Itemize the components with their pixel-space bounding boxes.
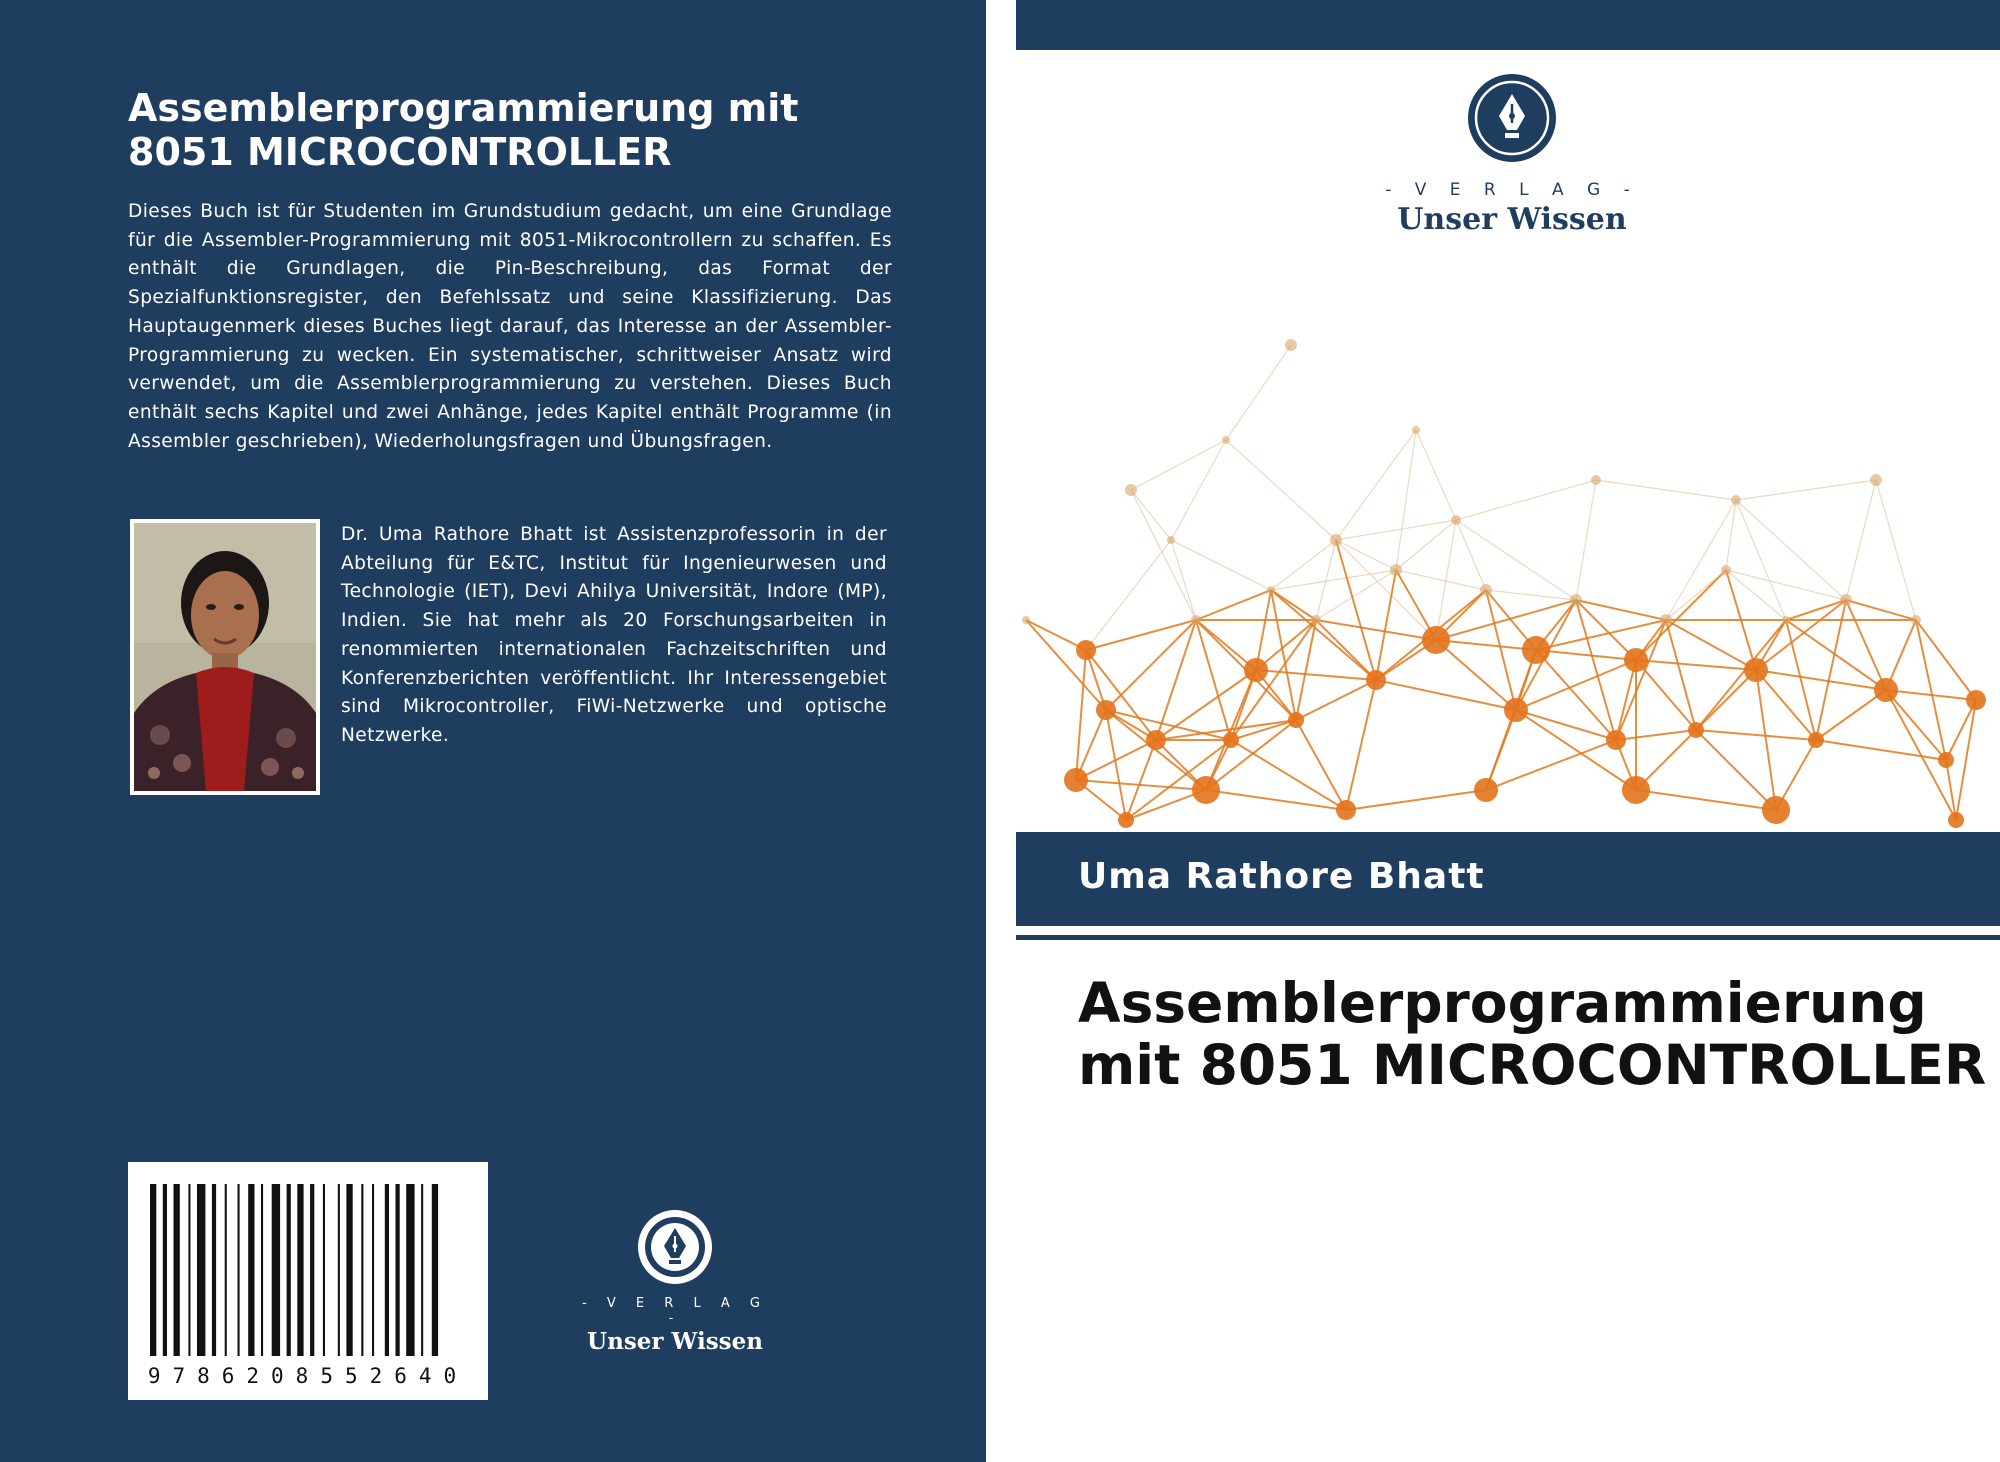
network-edge [1846, 600, 1916, 620]
network-edge [1171, 540, 1196, 620]
network-edge [1086, 620, 1196, 650]
network-edge [1636, 790, 1776, 810]
network-edge [1396, 570, 1486, 590]
author-band [1016, 832, 2000, 926]
network-edge [1486, 740, 1616, 790]
network-edge [1516, 710, 1636, 790]
network-node [1606, 730, 1626, 750]
network-edge [1271, 590, 1376, 680]
network-edge [1336, 520, 1456, 540]
network-edge [1226, 440, 1336, 540]
network-edge [1231, 720, 1296, 740]
network-edge [1416, 430, 1456, 520]
network-node [1285, 339, 1297, 351]
network-edge [1726, 500, 1736, 570]
network-node [1336, 800, 1356, 820]
network-node [1118, 812, 1134, 828]
barcode-bar [297, 1184, 303, 1356]
network-node [1167, 536, 1175, 544]
network-edge [1696, 670, 1756, 730]
network-graph-illustration [1016, 320, 2000, 832]
barcode-bar [238, 1184, 240, 1356]
network-edge [1226, 345, 1291, 440]
barcode-bar [421, 1184, 423, 1356]
network-node [1570, 594, 1582, 606]
network-node [1390, 564, 1402, 576]
network-node [1366, 670, 1386, 690]
network-node [1330, 534, 1342, 546]
network-edge [1026, 620, 1086, 650]
network-node [1966, 690, 1986, 710]
network-edge [1196, 590, 1271, 620]
network-node [1808, 732, 1824, 748]
network-edge [1846, 480, 1876, 600]
author-portrait-image [134, 523, 316, 791]
front-publisher-logo [1362, 72, 1662, 237]
barcode-bar [163, 1184, 167, 1356]
network-edge [1156, 620, 1196, 740]
barcode-bar [150, 1184, 156, 1356]
back-cover-title: Assemblerprogrammierung mit 8051 MICROCONTROLLER [128, 86, 799, 174]
network-edge [1106, 620, 1196, 710]
network-node [1311, 615, 1321, 625]
network-edge [1576, 600, 1666, 620]
network-node [1744, 658, 1768, 682]
network-node [1731, 495, 1741, 505]
network-node [1244, 658, 1268, 682]
network-node [1288, 712, 1304, 728]
network-edge [1636, 660, 1756, 670]
network-node [1721, 565, 1731, 575]
network-edge [1456, 520, 1576, 600]
network-node [1874, 678, 1898, 702]
network-edge [1026, 620, 1106, 710]
network-node [1125, 484, 1137, 496]
spine-gap [986, 0, 1016, 1462]
network-edge [1396, 430, 1416, 570]
network-edge [1296, 720, 1346, 810]
network-node [1222, 436, 1230, 444]
barcode-number: 9786208552640 [147, 1364, 469, 1388]
network-edge [1336, 430, 1416, 540]
divider-rule [1016, 935, 2000, 940]
network-edge [1876, 480, 1916, 620]
pen-nib-seal-icon [636, 1208, 714, 1286]
network-edge [1346, 790, 1486, 810]
network-edge [1736, 500, 1786, 620]
network-node [1688, 722, 1704, 738]
book-title: Assemblerprogrammierung mit 8051 MICROCONTROLLER [1078, 971, 1987, 1097]
network-edge [1886, 690, 1946, 760]
network-edge [1576, 480, 1596, 600]
barcode-bar [323, 1184, 325, 1356]
network-node [1064, 768, 1088, 792]
network-edge [1816, 690, 1886, 740]
network-edge [1436, 640, 1516, 710]
back-publisher-logo [580, 1208, 770, 1355]
verlag-label: - V E R L A G - [582, 1296, 768, 1326]
network-edge [1296, 680, 1376, 720]
network-edge [1516, 710, 1616, 740]
network-node [1076, 640, 1096, 660]
network-node [1022, 616, 1030, 624]
network-node [1840, 594, 1852, 606]
barcode-bar [385, 1184, 389, 1356]
barcode-bar [248, 1184, 254, 1356]
barcode-bar [197, 1184, 205, 1356]
network-edge [1596, 480, 1736, 500]
network-node [1762, 796, 1790, 824]
network-edge [1131, 490, 1171, 540]
back-cover [0, 0, 986, 1462]
network-node [1267, 586, 1275, 594]
barcode-bar [432, 1184, 438, 1356]
barcode-bar [372, 1184, 374, 1356]
barcode-bar [272, 1184, 280, 1356]
network-edge [1696, 730, 1816, 740]
network-edge [1376, 570, 1396, 680]
network-edge [1106, 710, 1126, 820]
network-edge [1696, 730, 1776, 810]
network-edge [1171, 540, 1271, 590]
network-node [1451, 515, 1461, 525]
network-node [1522, 636, 1550, 664]
network-node [1660, 614, 1672, 626]
network-edge [1736, 480, 1876, 500]
publisher-name: Unser Wissen [587, 1328, 763, 1355]
network-edge [1086, 540, 1171, 650]
network-node [1412, 426, 1420, 434]
network-edge [1456, 480, 1596, 520]
network-node [1422, 626, 1450, 654]
network-node [1591, 475, 1601, 485]
barcode-bar [406, 1184, 414, 1356]
network-node [1938, 752, 1954, 768]
network-edge [1131, 490, 1196, 620]
barcode-bar [174, 1184, 180, 1356]
verlag-label: - V E R L A G - [1385, 180, 1639, 200]
barcode-bar [261, 1184, 263, 1356]
network-edge [1696, 620, 1786, 730]
barcode-bar [346, 1184, 352, 1356]
network-edge [1616, 730, 1696, 740]
network-edge [1231, 740, 1346, 810]
front-top-bar [1016, 0, 2000, 50]
network-edge [1346, 680, 1376, 810]
author-name: Uma Rathore Bhatt [1078, 856, 1485, 897]
network-edge [1666, 500, 1736, 620]
author-biography: Dr. Uma Rathore Bhatt ist Assistenzprofessorin in der Abteilung für E&TC, Institut für Ingenieurwesen und Technologie (IET), Devi Ahilya Universität, Indore (MP), Indien. Sie hat mehr als 20 Forschungsarbeiten in renommierten internationalen Fachzeitschriften und Konferenzberichten veröffentlicht. Ihr Interessengebiet sind Mikrocontroller, FiWi-Netzwerke und optische Netzwerke. [341, 524, 887, 746]
network-edge [1376, 680, 1516, 710]
network-edge [1396, 520, 1456, 570]
network-node [1622, 776, 1650, 804]
network-edge [1666, 570, 1726, 620]
network-node [1146, 730, 1166, 750]
network-edge [1336, 540, 1396, 570]
barcode-bar [396, 1184, 400, 1356]
network-node [1223, 732, 1239, 748]
network-node [1480, 584, 1492, 596]
network-edge [1786, 600, 1846, 620]
network-edge [1536, 650, 1636, 660]
network-edge [1271, 570, 1396, 590]
network-node [1096, 700, 1116, 720]
network-edge [1206, 790, 1346, 810]
barcode-bar [188, 1184, 190, 1356]
pen-nib-logo-icon [1466, 72, 1558, 164]
network-node [1782, 616, 1790, 624]
publisher-name: Unser Wissen [1397, 202, 1627, 237]
barcode-bar [338, 1184, 340, 1356]
barcode-bar [361, 1184, 363, 1356]
network-edge [1516, 660, 1636, 710]
network-edge [1271, 540, 1336, 590]
network-node [1870, 474, 1882, 486]
network-edge [1756, 670, 1886, 690]
network-edge [1816, 740, 1946, 760]
author-photo [130, 519, 320, 795]
network-node [1504, 698, 1528, 722]
network-node [1624, 648, 1648, 672]
book-description: Dieses Buch ist für Studenten im Grundstudium gedacht, um eine Grundlage für die Assembler-Programmierung mit 8051-Mikrocontrollern zu schaffen. Es enthält die Grundlagen, die Pin-Beschreibung, das Format der Spezialfunktionsregister, den Befehlssatz und seine Klassifizierung. Das Hauptaugenmerk dieses Buches liegt darauf, das Interesse an der Assembler-Programmierung zu wecken. Ein systematischer, schrittweiser Ansatz wird verwendet, um die Assemblerprogrammierung zu verstehen. Dieses Buch enthält sechs Kapitel und zwei Anhänge, jedes Kapitel enthält Programme (in Assembler geschrieben), Wiederholungsfragen und Übungsfragen. [128, 201, 892, 452]
barcode-bar [212, 1184, 216, 1356]
network-node [1474, 778, 1498, 802]
network-node [1948, 812, 1964, 828]
barcode-bar [225, 1184, 227, 1356]
barcode-bar [310, 1184, 314, 1356]
barcode-bar [287, 1184, 291, 1356]
network-node [1911, 615, 1921, 625]
isbn-barcode [128, 1162, 488, 1400]
network-node [1191, 615, 1201, 625]
network-edge [1256, 590, 1271, 670]
network-edge [1436, 640, 1536, 650]
front-cover [1016, 0, 2000, 1462]
network-edge [1736, 500, 1846, 600]
network-node [1192, 776, 1220, 804]
